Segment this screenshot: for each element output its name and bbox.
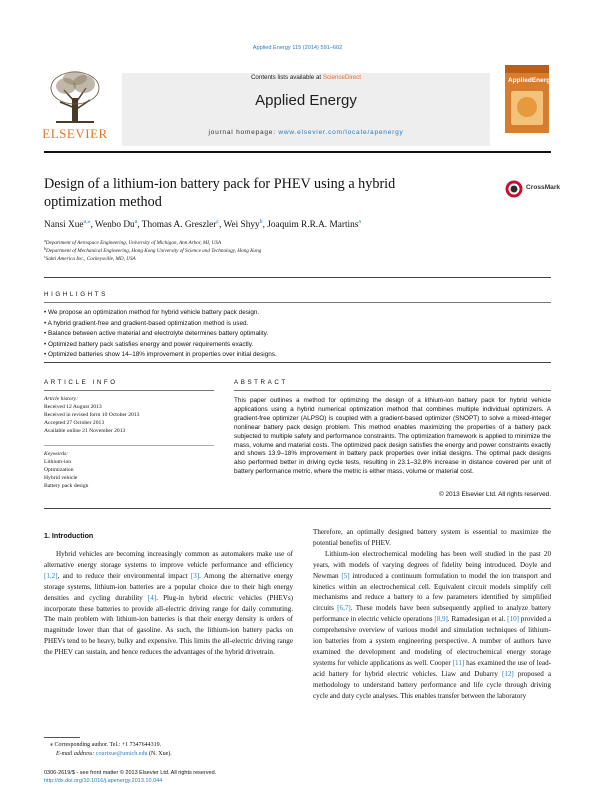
elsevier-wordmark: ELSEVIER	[42, 126, 108, 141]
header-rule	[44, 151, 551, 153]
crossmark-badge[interactable]	[505, 180, 565, 198]
contents-line	[122, 74, 490, 81]
intro-paragraph-1	[44, 549, 293, 658]
abstract-bottom-rule	[44, 508, 551, 509]
intro-right-paragraph-0: Therefore, an optimally designed battery system is essential to maximize the potential benefits of PHEV.	[313, 528, 551, 547]
abstract-copyright: © 2013 Elsevier Ltd. All rights reserved.	[439, 491, 551, 498]
journal-homepage	[122, 129, 490, 136]
abstract-rule	[234, 390, 551, 391]
footnote	[44, 741, 304, 760]
article-title	[44, 175, 474, 211]
author-affiliation-mark[interactable]: a,⁎	[83, 219, 91, 225]
keywords-label: Keywords:	[44, 451, 69, 457]
article-title-line2: optimization method	[44, 194, 162, 210]
author-name: Thomas A. Greszler	[141, 220, 217, 230]
citation-link[interactable]: [8,9]	[434, 615, 448, 624]
highlight-item: • A hybrid gradient-free and gradient-based optimization method is used.	[44, 319, 249, 327]
issn-line: 0306-2619/$ - see front matter © 2013 Elsevier Ltd. All rights reserved.	[44, 770, 217, 776]
author-separator: ,	[262, 220, 268, 230]
article-info-rule	[44, 390, 214, 391]
paragraph-text: proposed a methodology to understand battery performance and life cycle through driving cycle and duty cycle analyses. This enables transfer between the laboratory	[313, 669, 552, 700]
crossmark-icon	[505, 180, 523, 198]
keyword: Lithium-ion	[44, 459, 72, 466]
author-name: Nansi Xue	[44, 220, 84, 230]
affiliation-c: $^c$Sakti America Inc., Cockeysville, MD, USA	[44, 254, 136, 262]
crossmark-label: CrossMark	[526, 184, 561, 191]
history-accepted: Accepted 27 October 2013	[44, 420, 105, 427]
citation-link[interactable]: [10]	[507, 615, 519, 624]
citation-link[interactable]: [11]	[452, 658, 465, 667]
author-list	[44, 219, 514, 230]
journal-citation[interactable]: Applied Energy 115 (2014) 591–602	[252, 45, 343, 51]
paragraph-text: introduced a continuum formulation to model the ion transport and kinetics within an electrochemical cell. Equivalent circuit models simplify cell mechanisms and reduce a battery to a few parameters identified by simplified circuits	[313, 571, 551, 613]
email-suffix: (N. Xue).	[147, 751, 172, 758]
sciencedirect-link[interactable]: ScienceDirect	[322, 74, 362, 81]
history-revised: Received in revised form 10 October 2013	[44, 412, 140, 419]
author-affiliation-mark[interactable]: b	[259, 219, 263, 225]
paragraph-text: , and to reduce their environmental impact	[57, 571, 191, 580]
contents-prefix: Contents lists available at	[250, 74, 323, 81]
article-title-line1: Design of a lithium-ion battery pack for PHEV using a hybrid	[44, 176, 396, 192]
paragraph-text: . Ramadesigan et al.	[447, 615, 508, 624]
author-name: Wenbo Du	[94, 220, 135, 230]
highlight-item: • Balance between active material and electrolyte determines battery optimality.	[44, 330, 269, 337]
corresponding-author: Corresponding author. Tel.: +1 7347644319.	[54, 742, 162, 748]
author-separator: ,	[90, 220, 95, 230]
author-separator: ,	[218, 220, 224, 230]
paragraph-text: . Plug-in hybrid electric vehicles (PHEVs) incorporate these batteries to provide all-electric driving range for daily commuting. The main problem with lithium-ion batteries is that their energy density is orders of magnitude lower than that of gasoline. As such, the lithium-ion battery packs on PHEVs tend to be heavy, bulky and expensive. This limits the all-electric driving range the PHEV can sustain, and hence reduces the advantages of the hybrid drivetrain.	[44, 593, 293, 657]
citation-link[interactable]: [3]	[190, 571, 200, 580]
author-affiliation-mark[interactable]: c	[216, 219, 219, 225]
keyword: Hybrid vehicle	[44, 475, 78, 482]
history-online: Available online 21 November 2013	[44, 428, 126, 435]
highlight-item: • Optimized battery pack satisfies energy and power requirements exactly.	[44, 340, 254, 348]
article-history-label: Article history:	[44, 396, 79, 402]
citation-link[interactable]: [4]	[147, 593, 157, 602]
paragraph-text: has examined the use of lead-acid battery for hybrid electric vehicles. Liaw and Dubarry	[313, 658, 551, 678]
highlight-item: • Optimized batteries show 14–18% improvement in properties over initial designs.	[44, 351, 277, 358]
footnote-star-icon: ⁎	[50, 742, 55, 748]
footnote-rule	[44, 737, 80, 738]
author-affiliation-mark[interactable]: a	[358, 219, 361, 225]
affiliation-b: $^b$Department of Mechanical Engineering, Hong Kong University of Science and Technology, Hong Kong	[44, 246, 262, 254]
article-history	[44, 395, 194, 435]
email-link[interactable]: courtxue@umich.edu	[95, 751, 148, 758]
doi-link[interactable]: http://dx.doi.org/10.1016/j.apenergy.2013.10.044	[44, 778, 163, 785]
keywords-rule	[44, 445, 214, 446]
article-info-heading: ARTICLE INFO	[44, 379, 118, 386]
intro-right-column	[313, 527, 551, 702]
homepage-prefix: journal homepage:	[208, 129, 279, 136]
cover-title: AppliedEnergy	[508, 77, 554, 84]
paragraph-text: . These models have been subsequently applied to analyze battery performance in electric vehicle operations	[313, 604, 552, 624]
keyword: Optimization	[44, 467, 74, 474]
keywords	[44, 450, 194, 490]
author-separator: ,	[137, 220, 142, 230]
paragraph-text: provided a comprehensive overview of various model and simulation techniques of lithium-ion batteries from a system engineering perspective. A number of authors have examined the development and modeling of electrochemical energy storage systems for vehicle applications as well. Cooper	[313, 615, 551, 667]
history-received: Received 12 August 2013	[44, 404, 102, 411]
issn-block	[44, 769, 304, 785]
homepage-link[interactable]: www.elsevier.com/locate/apenergy	[278, 129, 404, 136]
highlights-top-rule	[44, 277, 551, 278]
citation-link[interactable]: [5]	[341, 571, 350, 580]
author-name: Joaquim R.R.A. Martins	[267, 220, 359, 230]
highlight-item: • We propose an optimization method for hybrid vehicle battery pack design.	[44, 309, 260, 316]
citation-link[interactable]: [1,2]	[44, 571, 58, 580]
citation-link[interactable]: [6,7]	[337, 604, 351, 613]
paragraph-text: Lithium-ion electrochemical modeling has been well studied in the past 20 years, with models of varying degrees of fidelity being introduced. Doyle and Newman	[313, 549, 551, 580]
citation-link[interactable]: [12]	[501, 669, 514, 678]
intro-right-paragraph-1	[313, 549, 551, 702]
author-affiliation-mark[interactable]: a	[134, 219, 138, 225]
introduction-heading: 1. Introduction	[44, 532, 94, 540]
highlights-heading: HIGHLIGHTS	[44, 291, 108, 298]
highlights-list	[44, 308, 564, 361]
journal-title: Applied Energy	[255, 92, 357, 109]
abstract-text: This paper outlines a method for optimizing the design of a lithium-ion battery pack for hybrid vehicle applications using a hybrid numerical optimization method that combines multiple individual optimizers. A gradient-free optimizer (ALPSO) is coupled with a gradient-based optimizer (SNOPT) to solve a mixed-integer nonlinear battery pack design problem. This method enables maximizing the properties of a battery pack subjected to multiple safety and performance constraints. The optimization framework is applied to minimize the mass, volume and material costs. The optimized pack design satisfies the energy and power constraints exactly and shows 13.9–18% improvement in battery pack properties over initial designs. The optimal pack designs also performed better in driving cycle tests, resulting in 23.1–32.8% increase in distance covered per unit of battery performance metric, where the metric is either mass, volume or material cost.	[234, 397, 551, 476]
keyword: Battery pack design	[44, 483, 89, 490]
author-name: Wei Shyy	[223, 220, 260, 230]
email-label: E-mail address:	[56, 751, 95, 758]
highlights-heading-rule	[44, 302, 551, 303]
paragraph-text: . Among the alternative energy storage systems, lithium-ion batteries are a popular choice due to their high energy densities and cycling durability	[44, 571, 294, 602]
journal-cover-image	[505, 65, 554, 133]
paragraph-text: Hybrid vehicles are becoming increasingly common as automakers make use of alternative energy storage systems to improve vehicle performance and efficiency	[44, 550, 293, 569]
highlights-bottom-rule	[44, 362, 551, 363]
abstract-heading: ABSTRACT	[234, 379, 288, 386]
intro-left-column	[44, 549, 293, 658]
affiliation-a: $^a$Department of Aerospace Engineering, University of Michigan, Ann Arbor, MI, USA	[44, 238, 222, 246]
